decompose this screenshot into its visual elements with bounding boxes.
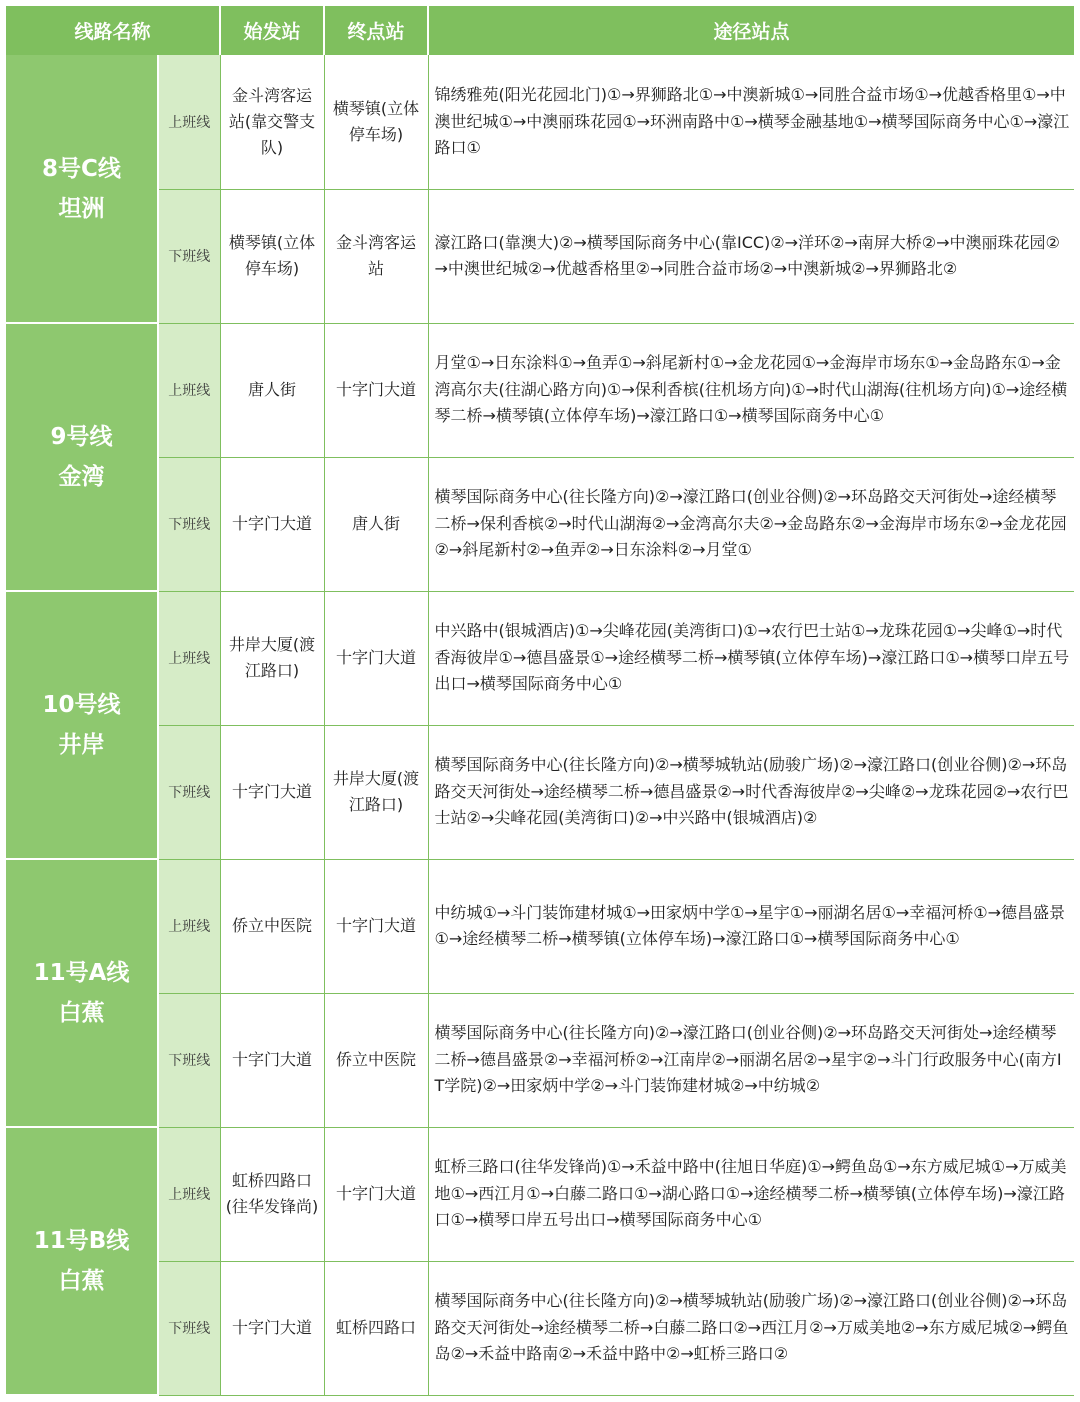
- table-row: [6, 323, 1074, 457]
- route-rows: [6, 55, 1074, 1395]
- header-end: 终点站: [324, 6, 428, 55]
- via-stops-cell: 中纺城①→斗门装饰建材城①→田家炳中学①→星宇①→丽湖名居①→幸福河桥①→德昌盛景①→途经横琴二桥→横琴镇(立体停车场)→濠江路口①→横琴国际商务中心①: [428, 859, 1074, 993]
- table-row: [6, 591, 1074, 725]
- end-station-cell: 金斗湾客运站: [324, 189, 428, 323]
- start-station-cell: 十字门大道: [220, 993, 324, 1127]
- header-line-name: 线路名称: [6, 6, 220, 55]
- end-station-cell: 井岸大厦(渡江路口): [324, 725, 428, 859]
- route-area: 井岸: [58, 732, 105, 758]
- shift-cell: 上班线: [158, 1127, 220, 1261]
- route-area: 白蕉: [58, 1000, 105, 1026]
- end-station-cell: 唐人街: [324, 457, 428, 591]
- end-station-cell: 横琴镇(立体停车场): [324, 55, 428, 189]
- shift-cell: 上班线: [158, 591, 220, 725]
- shift-cell: 下班线: [158, 1261, 220, 1395]
- table-row: [6, 55, 1074, 189]
- table-row: [6, 725, 1074, 859]
- start-station-cell: 虹桥四路口(往华发锋尚): [220, 1127, 324, 1261]
- route-line: 10号线: [42, 692, 121, 718]
- end-station-cell: 十字门大道: [324, 323, 428, 457]
- table-row: [6, 1261, 1074, 1395]
- shift-cell: 下班线: [158, 725, 220, 859]
- start-station-cell: 十字门大道: [220, 1261, 324, 1395]
- route-name-cell: [6, 591, 158, 859]
- via-stops-cell: 横琴国际商务中心(往长隆方向)②→横琴城轨站(励骏广场)②→濠江路口(创业谷侧)②→环岛路交天河街处→途经横琴二桥→德昌盛景②→时代香海彼岸②→尖峰②→龙珠花园②→农行巴士站②→尖峰花园(美湾街口)②→中兴路中(银城酒店)②: [428, 725, 1074, 859]
- route-area: 金湾: [58, 464, 105, 490]
- via-stops-cell: 月堂①→日东涂料①→鱼弄①→斜尾新村①→金龙花园①→金海岸市场东①→金岛路东①→金湾高尔夫(往湖心路方向)①→保利香槟(往机场方向)①→时代山湖海(往机场方向)①→途经横琴二桥→横琴镇(立体停车场)→濠江路口①→横琴国际商务中心①: [428, 323, 1074, 457]
- table-row: [6, 993, 1074, 1127]
- start-station-cell: 十字门大道: [220, 457, 324, 591]
- route-line: 11号B线: [33, 1228, 130, 1254]
- table-row: [6, 859, 1074, 993]
- start-station-cell: 金斗湾客运站(靠交警支队): [220, 55, 324, 189]
- shift-cell: 下班线: [158, 457, 220, 591]
- start-station-cell: 井岸大厦(渡江路口): [220, 591, 324, 725]
- header-via: 途径站点: [428, 6, 1074, 55]
- route-line: 8号C线: [42, 155, 121, 182]
- table-row: [6, 1127, 1074, 1261]
- via-stops-cell: 虹桥三路口(往华发锋尚)①→禾益中路中(往旭日华庭)①→鳄鱼岛①→东方威尼城①→万威美地①→西江月①→白藤二路口①→湖心路口①→途经横琴二桥→横琴镇(立体停车场)→濠江路口①→横琴口岸五号出口→横琴国际商务中心①: [428, 1127, 1074, 1261]
- route-area: 白蕉: [58, 1268, 105, 1294]
- route-line: 9号线: [50, 424, 113, 450]
- shift-cell: 上班线: [158, 55, 220, 189]
- via-stops-cell: 横琴国际商务中心(往长隆方向)②→濠江路口(创业谷侧)②→环岛路交天河街处→途经横琴二桥→德昌盛景②→幸福河桥②→江南岸②→丽湖名居②→星宇②→斗门行政服务中心(南方IT学院)②→田家炳中学②→斗门装饰建材城②→中纺城②: [428, 993, 1074, 1127]
- via-stops-cell: 横琴国际商务中心(往长隆方向)②→濠江路口(创业谷侧)②→环岛路交天河街处→途经横琴二桥→保利香槟②→时代山湖海②→金湾高尔夫②→金岛路东②→金海岸市场东②→金龙花园②→斜尾新村②→鱼弄②→日东涂料②→月堂①: [428, 457, 1074, 591]
- end-station-cell: 十字门大道: [324, 859, 428, 993]
- shift-cell: 上班线: [158, 323, 220, 457]
- shift-cell: 上班线: [158, 859, 220, 993]
- start-station-cell: 侨立中医院: [220, 859, 324, 993]
- via-stops-cell: 中兴路中(银城酒店)①→尖峰花园(美湾街口)①→农行巴士站①→龙珠花园①→尖峰①→时代香海彼岸①→德昌盛景①→途经横琴二桥→横琴镇(立体停车场)→濠江路口①→横琴口岸五号出口→横琴国际商务中心①: [428, 591, 1074, 725]
- end-station-cell: 侨立中医院: [324, 993, 428, 1127]
- header-row: [6, 6, 1074, 55]
- end-station-cell: 十字门大道: [324, 1127, 428, 1261]
- header-start: 始发站: [220, 6, 324, 55]
- end-station-cell: 十字门大道: [324, 591, 428, 725]
- shift-cell: 下班线: [158, 993, 220, 1127]
- start-station-cell: 十字门大道: [220, 725, 324, 859]
- route-name-cell: [6, 55, 158, 323]
- start-station-cell: 横琴镇(立体停车场): [220, 189, 324, 323]
- via-stops-cell: 横琴国际商务中心(往长隆方向)②→横琴城轨站(励骏广场)②→濠江路口(创业谷侧)②→环岛路交天河街处→途经横琴二桥→白藤二路口②→西江月②→万威美地②→东方威尼城②→鳄鱼岛②→禾益中路南②→禾益中路中②→虹桥三路口②: [428, 1261, 1074, 1395]
- route-line: 11号A线: [33, 960, 130, 986]
- table-row: [6, 189, 1074, 323]
- start-station-cell: 唐人街: [220, 323, 324, 457]
- table-row: [6, 457, 1074, 591]
- bus-route-table: [6, 6, 1074, 1396]
- route-name-cell: [6, 859, 158, 1127]
- route-name-cell: [6, 323, 158, 591]
- shift-cell: 下班线: [158, 189, 220, 323]
- via-stops-cell: 濠江路口(靠澳大)②→横琴国际商务中心(靠ICC)②→洋环②→南屏大桥②→中澳丽珠花园②→中澳世纪城②→优越香格里②→同胜合益市场②→中澳新城②→界狮路北②: [428, 189, 1074, 323]
- via-stops-cell: 锦绣雅苑(阳光花园北门)①→界狮路北①→中澳新城①→同胜合益市场①→优越香格里①→中澳世纪城①→中澳丽珠花园①→环洲南路中①→横琴金融基地①→横琴国际商务中心①→濠江路口①: [428, 55, 1074, 189]
- route-name-cell: [6, 1127, 158, 1395]
- route-area: 坦洲: [58, 195, 105, 222]
- end-station-cell: 虹桥四路口: [324, 1261, 428, 1395]
